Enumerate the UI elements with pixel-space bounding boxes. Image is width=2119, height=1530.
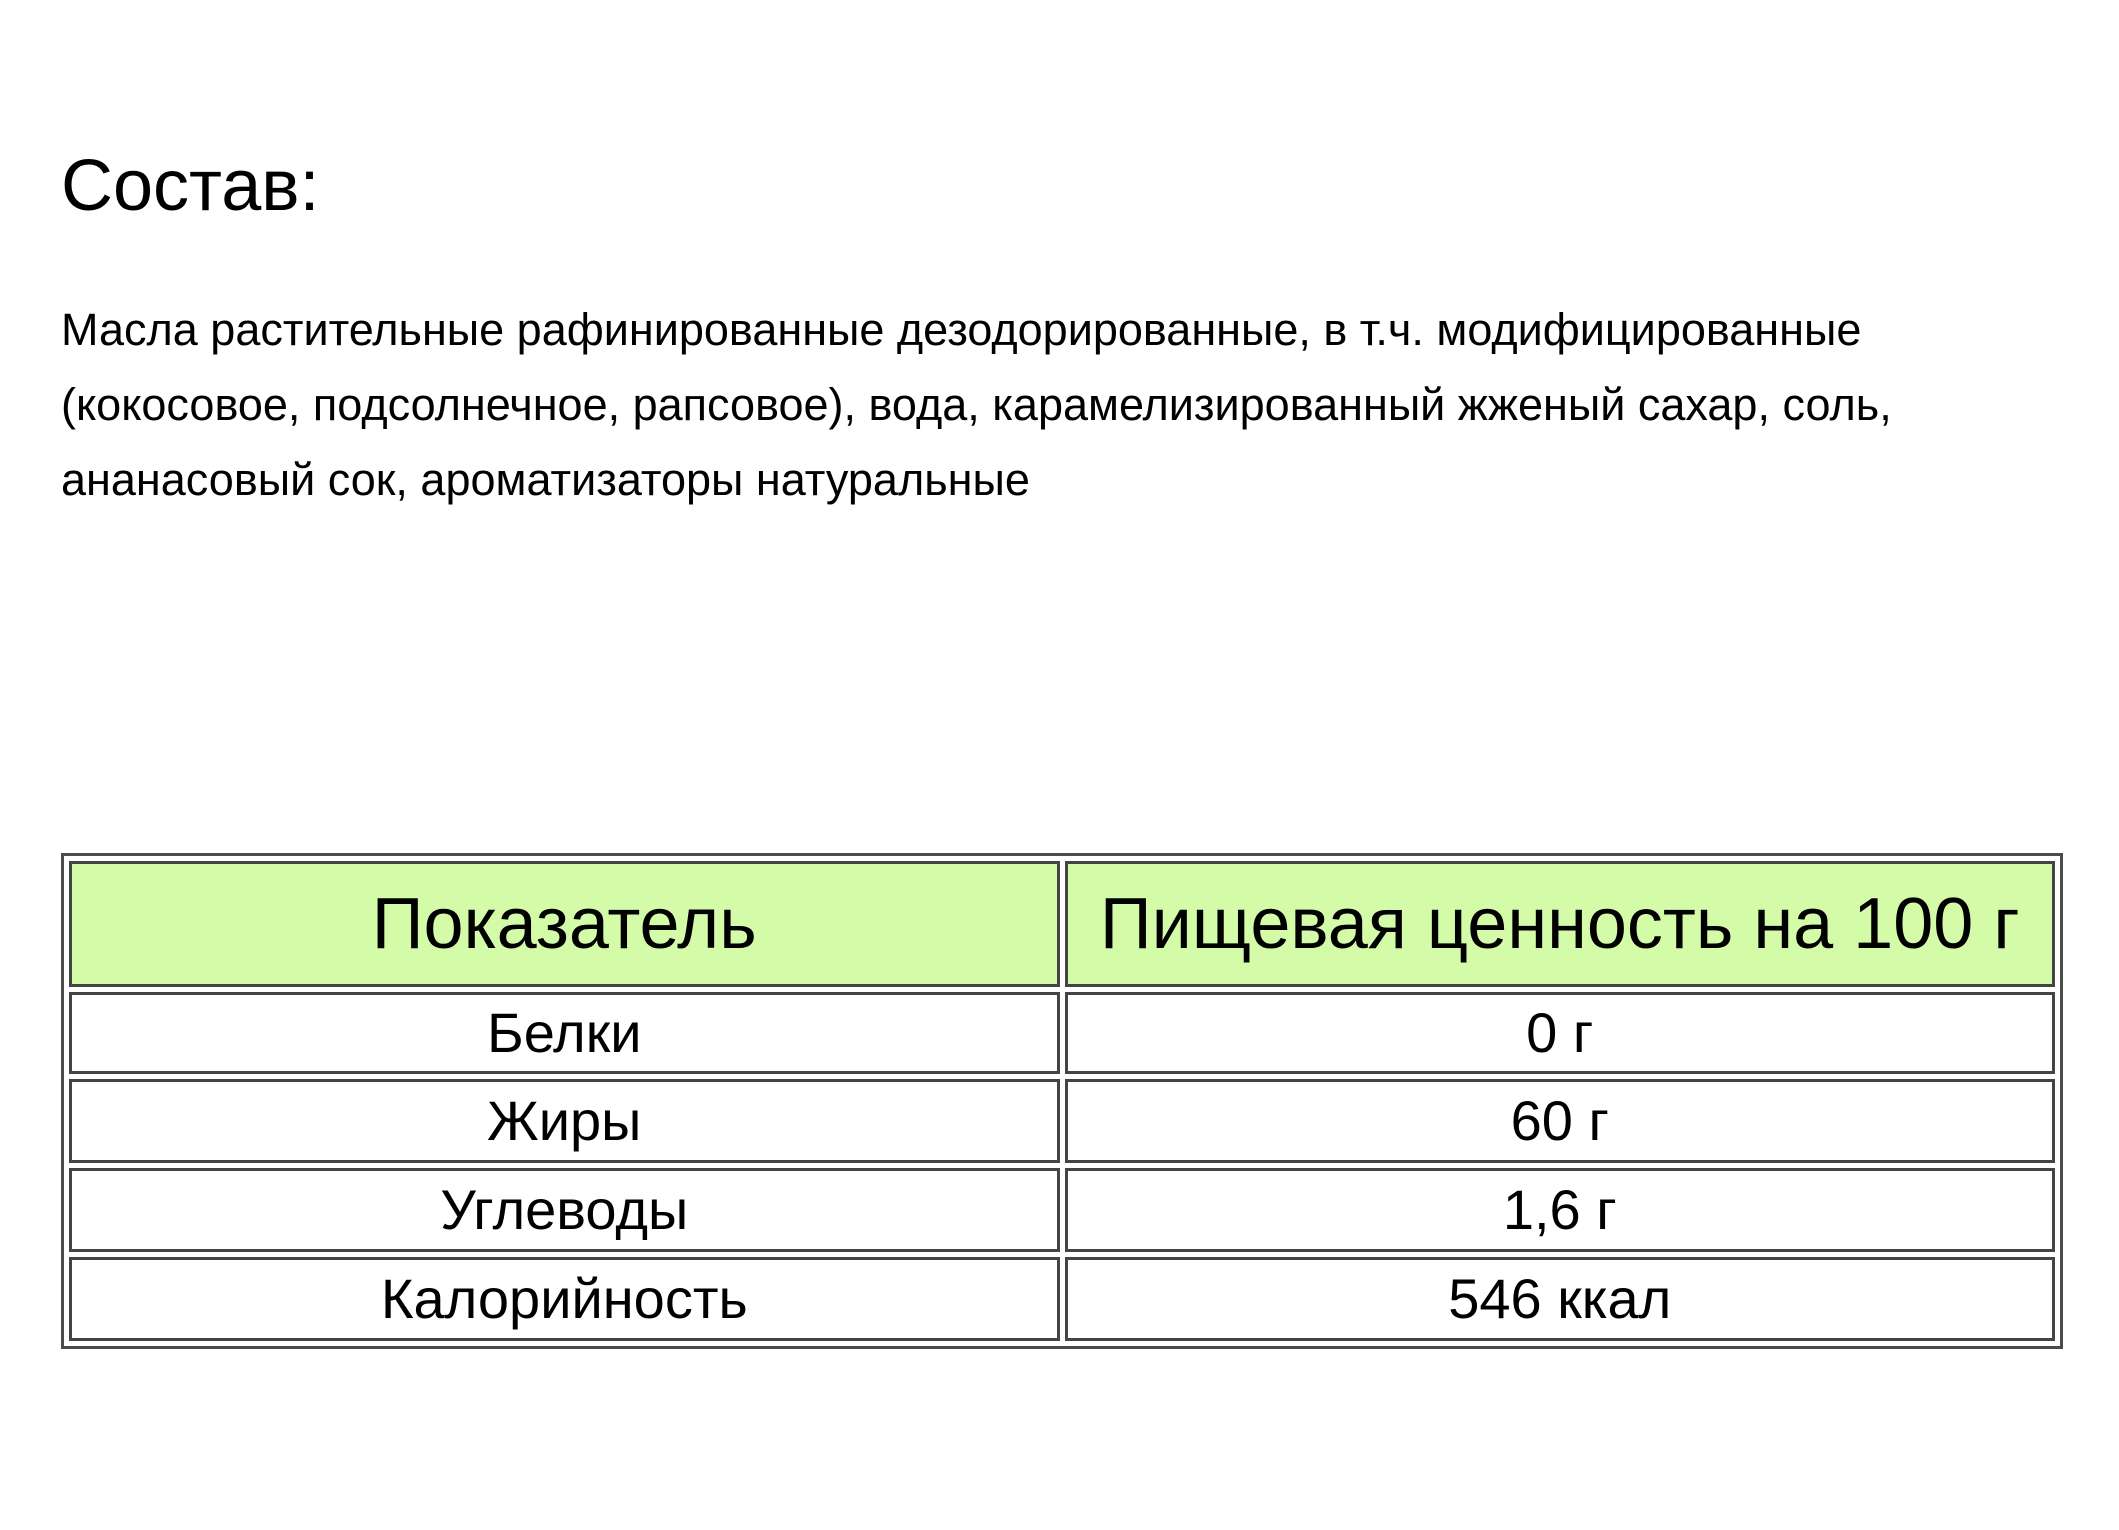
header-indicator: Показатель — [69, 861, 1060, 987]
indicator-cell: Жиры — [69, 1079, 1060, 1163]
nutrition-table — [61, 853, 2063, 1349]
indicator-cell: Углеводы — [69, 1168, 1060, 1252]
indicator-cell: Калорийность — [69, 1257, 1060, 1341]
header-nutrition-value: Пищевая ценность на 100 г — [1065, 861, 2056, 987]
table-row — [69, 1079, 2055, 1163]
value-cell: 60 г — [1065, 1079, 2056, 1163]
composition-text — [61, 292, 2081, 517]
table-row — [69, 992, 2055, 1074]
table-header-row — [69, 861, 2055, 987]
value-cell: 1,6 г — [1065, 1168, 2056, 1252]
composition-line: ананасовый сок, ароматизаторы натуральные — [61, 454, 1030, 505]
value-cell: 546 ккал — [1065, 1257, 2056, 1341]
indicator-cell: Белки — [69, 992, 1060, 1074]
value-cell: 0 г — [1065, 992, 2056, 1074]
composition-line: (кокосовое, подсолнечное, рапсовое), вода, карамелизированный жженый сахар, соль, — [61, 379, 1892, 430]
composition-heading: Состав: — [61, 146, 320, 226]
composition-line: Масла растительные рафинированные дезодорированные, в т.ч. модифицированные — [61, 304, 1862, 355]
table-row — [69, 1257, 2055, 1341]
table-row — [69, 1168, 2055, 1252]
